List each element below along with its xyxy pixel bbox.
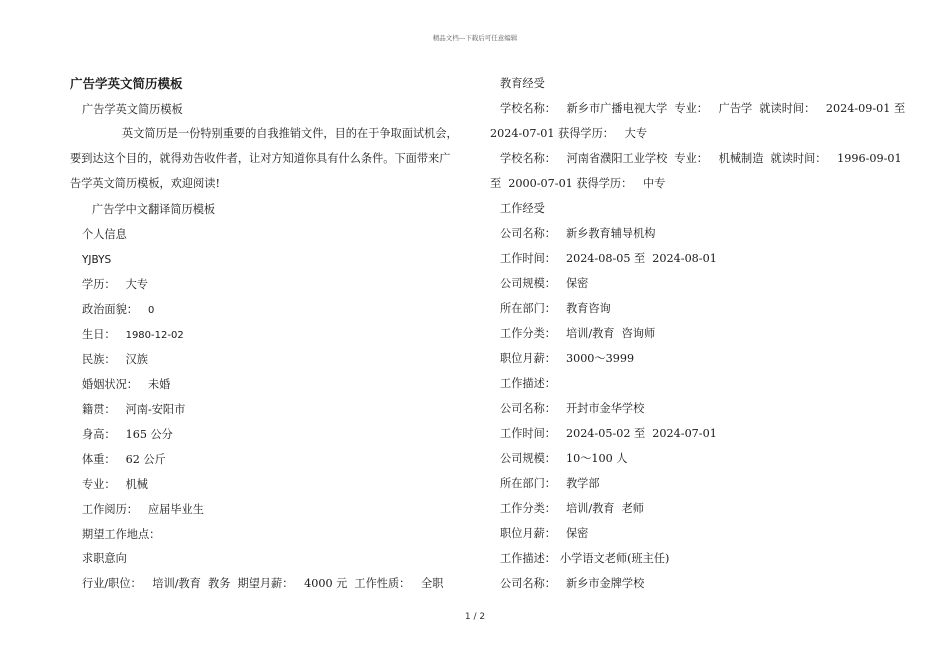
field-value: 未婚 — [147, 378, 171, 391]
field-label: 政治面貌： — [82, 303, 138, 316]
work-field-value: 新乡市金牌学校 — [565, 577, 645, 590]
field-value: 汉族 — [125, 353, 148, 366]
field-row — [82, 328, 184, 343]
document-subtitle: 广告学英文简历模板 — [82, 103, 183, 116]
work-field-value: 2024-08-05 至 2024-08-01 — [565, 252, 717, 265]
field-value: 0 — [147, 305, 155, 316]
field-row — [82, 353, 148, 367]
field-row — [82, 403, 185, 417]
work-field-label: 公司名称： — [500, 402, 556, 415]
section-work: 工作经受 — [500, 202, 545, 215]
page-header-note: 精品文档---下载后可任意编辑 — [432, 34, 518, 42]
work-field-value: 培训/教育 老师 — [565, 502, 644, 515]
work-field-label: 公司名称： — [500, 577, 556, 590]
work-field-label: 工作描述： — [500, 377, 556, 390]
section-personal-info: 个人信息 — [82, 228, 127, 241]
field-value: 62 公斤 — [125, 453, 166, 466]
work-field-row — [500, 377, 566, 391]
intro-paragraph-line-3: 告学英文简历模板，欢迎阅读! — [70, 177, 220, 190]
work-field-value: 新乡教育辅导机构 — [565, 227, 656, 240]
work-field-row — [500, 527, 588, 541]
field-row — [82, 453, 166, 467]
field-value: 应届毕业生 — [147, 503, 204, 516]
work-field-value: 保密 — [565, 527, 589, 540]
work-field-label: 公司名称： — [500, 227, 556, 240]
field-row — [82, 428, 173, 442]
document-title: 广告学英文简历模板 — [70, 76, 183, 91]
field-row — [82, 303, 154, 318]
field-label: 民族： — [82, 353, 116, 366]
field-row — [82, 503, 204, 517]
work-field-label: 公司规模： — [500, 452, 556, 465]
page-number: 1 / 2 — [464, 612, 486, 622]
field-value: 机械 — [125, 478, 148, 491]
education-1-line-1: 学校名称： 新乡市广播电视大学 专业： 广告学 就读时间： 2024-09-01 至 — [500, 102, 906, 115]
translation-heading: 广告学中文翻译简历模板 — [92, 203, 216, 216]
work-field-value: 3000～3999 — [565, 352, 635, 365]
resume-code: YJBYS — [82, 254, 112, 266]
field-value: 大专 — [125, 278, 148, 291]
field-label: 工作阅历： — [82, 503, 138, 516]
field-value: 165 公分 — [125, 428, 173, 441]
work-field-row — [500, 427, 717, 441]
field-label: 专业： — [82, 478, 116, 491]
field-value: 河南-安阳市 — [125, 403, 186, 416]
work-field-row — [500, 302, 611, 316]
work-field-value: 10～100 人 — [565, 452, 628, 465]
work-field-label: 所在部门： — [500, 302, 556, 315]
education-2-line-1: 学校名称： 河南省濮阳工业学校 专业： 机械制造 就读时间： 1996-09-01 — [500, 152, 902, 165]
field-label: 体重： — [82, 453, 116, 466]
work-field-row — [500, 252, 717, 266]
work-field-value: 2024-05-02 至 2024-07-01 — [565, 427, 717, 440]
work-field-row — [500, 502, 644, 516]
education-2-line-2: 至 2000-07-01 获得学历： 中专 — [490, 177, 666, 190]
work-field-row — [500, 227, 655, 241]
work-field-label: 工作时间： — [500, 427, 556, 440]
work-field-value: 教育咨询 — [565, 302, 611, 315]
work-field-value: 教学部 — [565, 477, 600, 490]
field-label: 身高： — [82, 428, 116, 441]
field-row — [82, 478, 148, 492]
work-field-label: 工作描述： — [500, 552, 556, 565]
work-field-row — [500, 452, 627, 466]
work-field-row — [500, 402, 644, 416]
field-label: 生日： — [82, 328, 116, 341]
education-1-line-2: 2024-07-01 获得学历： 大专 — [490, 127, 648, 140]
work-field-label: 工作时间： — [500, 252, 556, 265]
job-intent-line: 行业/职位： 培训/教育 教务 期望月薪： 4000 元 工作性质： 全职 — [82, 577, 444, 590]
intro-paragraph-line-2: 要到达这个目的，就得劝告收件者，让对方知道你具有什么条件。下面带来广 — [70, 152, 451, 165]
work-field-label: 所在部门： — [500, 477, 556, 490]
work-field-label: 工作分类： — [500, 502, 556, 515]
work-field-row — [500, 277, 588, 291]
work-field-row — [500, 577, 644, 591]
intro-paragraph-line-1: 英文简历是一份特别重要的自我推销文件，目的在于争取面试机会， — [122, 127, 458, 140]
field-label: 学历： — [82, 278, 116, 291]
field-label: 婚姻状况： — [82, 378, 138, 391]
desired-location: 期望工作地点： — [82, 528, 161, 541]
work-field-row — [500, 327, 655, 341]
work-field-value: 保密 — [565, 277, 589, 290]
field-label: 籍贯： — [82, 403, 116, 416]
work-field-value: 小学语文老师(班主任) — [559, 552, 670, 565]
section-education: 教育经受 — [500, 77, 545, 90]
work-field-value: 开封市金华学校 — [565, 402, 645, 415]
work-field-label: 工作分类： — [500, 327, 556, 340]
work-field-row — [500, 552, 669, 566]
field-value: 1980-12-02 — [125, 330, 184, 341]
field-row — [82, 278, 148, 292]
work-field-value: 培训/教育 咨询师 — [565, 327, 656, 340]
work-field-row — [500, 477, 600, 491]
work-field-label: 职位月薪： — [500, 352, 556, 365]
section-job-intent: 求职意向 — [82, 552, 127, 565]
work-field-label: 职位月薪： — [500, 527, 556, 540]
work-field-row — [500, 352, 634, 366]
field-row — [82, 378, 170, 392]
work-field-label: 公司规模： — [500, 277, 556, 290]
